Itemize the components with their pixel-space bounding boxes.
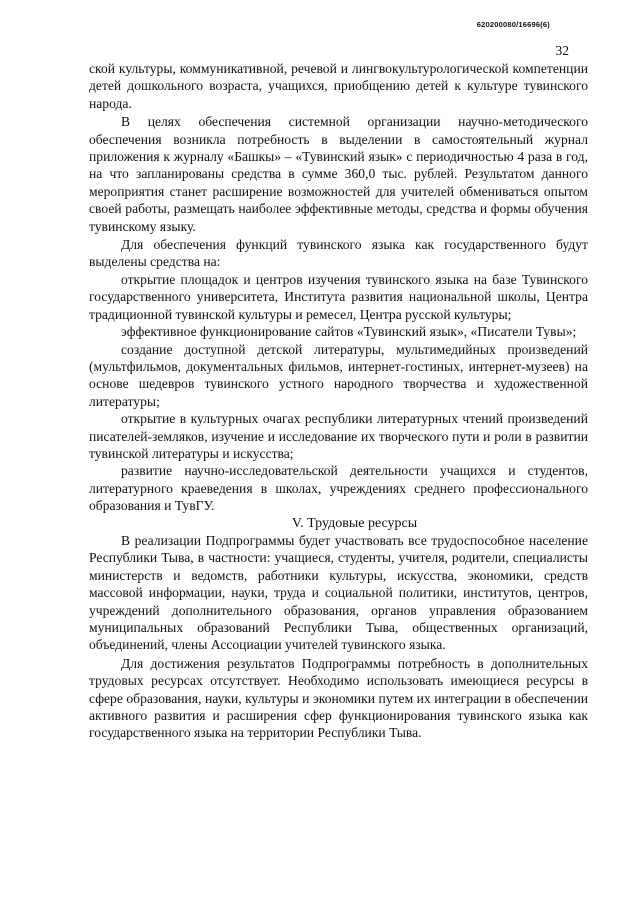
- list-item: открытие в культурных очагах республики литературных чтений произведений писателей-земляков, изучение и исследование их творческого пути и роли в развитии тувинской литературы и искусства;: [89, 411, 588, 461]
- paragraph: Для достижения результатов Подпрограммы потребность в дополнительных трудовых ресурсах отсутствует. Необходимо использовать имеющиеся ресурсы в сфере образования, науки, культуры и экономики путем их интеграции в обеспечении активного развития и расширения сфер функционирования тувинского языка как государственного языка на территории Республики Тыва.: [89, 655, 588, 741]
- section-heading: V. Трудовые ресурсы: [291, 515, 418, 531]
- page-number: 32: [555, 43, 569, 58]
- list-item: эффективное функционирование сайтов «Тувинский язык», «Писатели Тувы»;: [121, 324, 577, 340]
- paragraph: ской культуры, коммуникативной, речевой и лингвокультурологической компетенции детей дошкольного возраста, учащихся, приобщению детей к культуре тувинского народа.: [89, 61, 588, 111]
- list-item: создание доступной детской литературы, мультимедийных произведений (мультфильмов, документальных фильмов, интернет-гостиных, интернет-музеев) на основе шедевров тувинского устного народного творчества и художественной литературы;: [89, 341, 588, 409]
- document-id: 620200080/16696(6): [476, 20, 550, 29]
- list-item: развитие научно-исследовательской деятельности учащихся и студентов, литературного краеведения в школах, учреждениях среднего профессионального образования и ТувГУ.: [89, 463, 588, 514]
- paragraph: В реализации Подпрограммы будет участвовать все трудоспособное население Республики Тыва, в частности: учащиеся, студенты, учителя, родители, специалисты министерств и ведомств, работники культуры, искусства, экономики, средств массовой информации, науки, труда и социальной политики, институтов, центров, учреждений дополнительного образования, органов управления образованием муниципальных образований Республики Тыва, общественных организаций, объединений, члены Ассоциации учителей тувинского языка.: [89, 532, 588, 653]
- list-item: открытие площадок и центров изучения тувинского языка на базе Тувинского государственного университета, Института развития национальной школы, Центра традиционной тувинской культуры и ремесел, Центра русской культуры;: [89, 271, 588, 322]
- paragraph: В целях обеспечения системной организации научно-методического обеспечения возникла потребность в выделении в самостоятельный журнал приложения к журналу «Башкы» – «Тувинский язык» с периодичностью 4 раза в год, на что запланированы средства в сумме 360,0 тыс. рублей. Результатом данного мероприятия станет расширение возможностей для учителей обмениваться опытом своей работы, размещать наиболее эффективные методы, средства и формы обучения тувинскому языку.: [89, 114, 588, 234]
- paragraph: Для обеспечения функций тувинского языка как государственного будут выделены средства на:: [89, 237, 588, 270]
- document-body: [89, 60, 588, 742]
